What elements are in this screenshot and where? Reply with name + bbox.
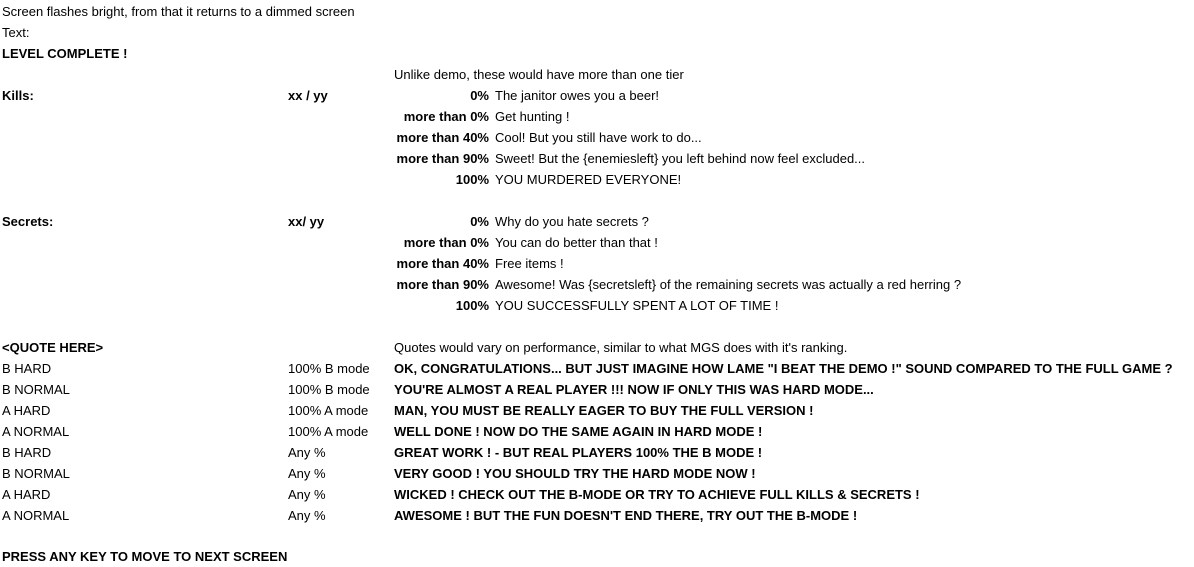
quote-placeholder-label: <QUOTE HERE> xyxy=(2,340,104,355)
title-row xyxy=(0,43,1194,64)
secrets-tier-row xyxy=(0,232,1194,253)
press-any-key-prompt: PRESS ANY KEY TO MOVE TO NEXT SCREEN xyxy=(2,549,288,564)
secrets-tier-text: Why do you hate secrets ? xyxy=(495,214,649,229)
quote-text: VERY GOOD ! YOU SHOULD TRY THE HARD MODE NOW ! xyxy=(394,466,756,481)
quote-mode: B HARD xyxy=(2,361,52,376)
quote-mode: A HARD xyxy=(2,487,51,502)
kills-tier-text: Sweet! But the {enemiesleft} you left behind now feel excluded... xyxy=(495,151,866,166)
intro-text: Screen flashes bright, from that it returns to a dimmed screen xyxy=(2,4,355,19)
intro-row xyxy=(0,1,1194,22)
kills-tier-pct: 0% xyxy=(470,88,489,103)
secrets-tier-text: Free items ! xyxy=(495,256,564,271)
kills-tier-text: YOU MURDERED EVERYONE! xyxy=(495,172,682,187)
quote-row xyxy=(0,463,1194,484)
quote-condition: Any % xyxy=(288,508,326,523)
quote-mode: B NORMAL xyxy=(2,382,70,397)
kills-value: xx / yy xyxy=(288,88,328,103)
kills-tier-text: The janitor owes you a beer! xyxy=(495,88,660,103)
quote-mode: A NORMAL xyxy=(2,508,70,523)
quote-condition: 100% B mode xyxy=(288,382,370,397)
quote-condition: Any % xyxy=(288,466,326,481)
quote-mode: A HARD xyxy=(2,403,51,418)
quotes-note: Quotes would vary on performance, similar to what MGS does with it's ranking. xyxy=(394,340,848,355)
level-complete-title: LEVEL COMPLETE ! xyxy=(2,46,128,61)
quote-text: GREAT WORK ! - BUT REAL PLAYERS 100% THE B MODE ! xyxy=(394,445,763,460)
quote-row xyxy=(0,379,1194,400)
secrets-tier-pct: more than 0% xyxy=(403,235,489,250)
kills-tier-pct: more than 40% xyxy=(396,130,489,145)
secrets-tier-pct: 0% xyxy=(470,214,489,229)
secrets-tier-text: You can do better than that ! xyxy=(495,235,658,250)
quote-row xyxy=(0,442,1194,463)
quote-text: WICKED ! CHECK OUT THE B-MODE OR TRY TO ACHIEVE FULL KILLS & SECRETS ! xyxy=(394,487,920,502)
kills-tier-pct: more than 0% xyxy=(403,109,489,124)
tiers-note-row xyxy=(0,64,1194,85)
quote-condition: Any % xyxy=(288,445,326,460)
secrets-tier-row xyxy=(0,295,1194,316)
quote-row xyxy=(0,400,1194,421)
secrets-value: xx/ yy xyxy=(288,214,325,229)
quote-mode: B NORMAL xyxy=(2,466,70,481)
quote-row xyxy=(0,505,1194,526)
secrets-row xyxy=(0,211,1194,232)
quote-row xyxy=(0,358,1194,379)
quote-condition: 100% A mode xyxy=(288,403,369,418)
quote-mode: B HARD xyxy=(2,445,52,460)
kills-label: Kills: xyxy=(2,88,34,103)
quote-text: YOU'RE ALMOST A REAL PLAYER !!! NOW IF ONLY THIS WAS HARD MODE... xyxy=(394,382,874,397)
kills-tier-row xyxy=(0,148,1194,169)
secrets-label: Secrets: xyxy=(2,214,54,229)
quote-header-row xyxy=(0,337,1194,358)
quote-row xyxy=(0,421,1194,442)
quote-text: AWESOME ! BUT THE FUN DOESN'T END THERE, TRY OUT THE B-MODE ! xyxy=(394,508,858,523)
secrets-tier-text: YOU SUCCESSFULLY SPENT A LOT OF TIME ! xyxy=(495,298,779,313)
kills-tier-pct: more than 90% xyxy=(396,151,489,166)
tiers-note: Unlike demo, these would have more than one tier xyxy=(394,67,684,82)
quote-condition: Any % xyxy=(288,487,326,502)
secrets-tier-row xyxy=(0,274,1194,295)
kills-tier-pct: 100% xyxy=(455,172,489,187)
quote-condition: 100% A mode xyxy=(288,424,369,439)
quote-text: WELL DONE ! NOW DO THE SAME AGAIN IN HARD MODE ! xyxy=(394,424,763,439)
quote-row xyxy=(0,484,1194,505)
kills-tier-text: Get hunting ! xyxy=(495,109,570,124)
kills-row xyxy=(0,85,1194,106)
quote-mode: A NORMAL xyxy=(2,424,70,439)
secrets-tier-pct: more than 90% xyxy=(396,277,489,292)
kills-tier-row xyxy=(0,106,1194,127)
text-label-row xyxy=(0,22,1194,43)
secrets-tier-row xyxy=(0,253,1194,274)
quote-text: MAN, YOU MUST BE REALLY EAGER TO BUY THE FULL VERSION ! xyxy=(394,403,814,418)
secrets-tier-pct: 100% xyxy=(455,298,489,313)
quote-text: OK, CONGRATULATIONS... BUT JUST IMAGINE HOW LAME "I BEAT THE DEMO !" SOUND COMPARED TO THE FULL GAME ? xyxy=(394,361,1173,376)
text-label: Text: xyxy=(2,25,30,40)
kills-tier-text: Cool! But you still have work to do... xyxy=(495,130,702,145)
secrets-tier-pct: more than 40% xyxy=(396,256,489,271)
kills-tier-row xyxy=(0,127,1194,148)
secrets-tier-text: Awesome! Was {secretsleft} of the remaining secrets was actually a red herring ? xyxy=(495,277,962,292)
footer-row xyxy=(0,546,1194,567)
quote-condition: 100% B mode xyxy=(288,361,370,376)
kills-tier-row xyxy=(0,169,1194,190)
